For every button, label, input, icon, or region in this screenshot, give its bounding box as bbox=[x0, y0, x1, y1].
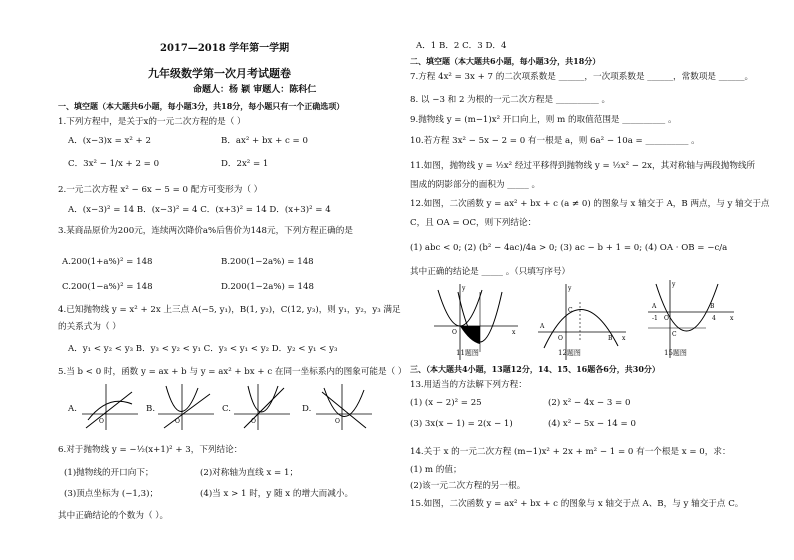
question-10: 10.若方程 3x² − 5x − 2 = 0 有一根是 a，则 6a² − 10a = __________ 。 bbox=[410, 136, 700, 146]
q6-statement-1: (1)抛物线的开口向下； bbox=[64, 468, 154, 478]
q13-part-4: (4) x² − 5x − 14 = 0 bbox=[548, 419, 636, 429]
svg-text:A: A bbox=[652, 303, 657, 310]
figure-15-caption: 15题图 bbox=[664, 349, 687, 357]
q1-option-b: B．ax² + bx + c = 0 bbox=[221, 136, 308, 146]
svg-text:O: O bbox=[251, 418, 256, 425]
figure-12 bbox=[536, 282, 628, 362]
q3-option-a: A.200(1+a%)² = 148 bbox=[62, 257, 153, 267]
svg-text:O: O bbox=[558, 335, 563, 342]
question-14: 14.关于 x 的一元二次方程 (m−1)x² + 2x + m² − 1 = 0 有一个根是 x = 0，求： bbox=[410, 447, 731, 457]
q13-part-1: (1) (x − 2)² = 25 bbox=[410, 398, 482, 408]
question-15: 15.如图，二次函数 y = ax² + bx + c 的图象与 x 轴交于点 A、B，与 y 轴交于点 C。 bbox=[410, 499, 744, 509]
figure-11-caption: 11题图 bbox=[456, 349, 479, 357]
q4-options: A．y₁ < y₂ < y₃ B．y₃ < y₂ < y₁ C．y₃ < y₁ < y₂ D．y₂ < y₁ < y₃ bbox=[68, 344, 338, 354]
svg-text:A: A bbox=[540, 323, 545, 330]
svg-text:x: x bbox=[512, 329, 516, 336]
svg-text:O: O bbox=[452, 329, 457, 336]
q5-graph-c bbox=[234, 384, 290, 430]
svg-text:C: C bbox=[568, 307, 573, 314]
q5-label-c: C. bbox=[222, 404, 232, 414]
question-8: 8. 以 −3 和 2 为根的一元二次方程是 __________ 。 bbox=[410, 95, 611, 105]
q5-label-d: D. bbox=[302, 404, 312, 414]
q6-closing: 其中正确结论的个数为（ ）。 bbox=[58, 511, 169, 521]
question-12-line-1: 12.如图，二次函数 y = ax² + bx + c (a ≠ 0) 的图象与 x 轴交于 A，B 两点，与 y 轴交于点 bbox=[410, 199, 770, 209]
q6-statement-3: (3)顶点坐标为 (−1,3)； bbox=[64, 489, 159, 499]
question-9: 9.抛物线 y = (m−1)x² 开口向上，则 m 的取值范围是 __________ 。 bbox=[410, 115, 677, 125]
question-1: 1.下列方程中，是关于x的一元二次方程的是（ ） bbox=[58, 117, 246, 127]
svg-text:C: C bbox=[672, 331, 677, 338]
svg-text:O: O bbox=[99, 418, 104, 425]
section-1-heading: 一、填空题（本大题共6小题，每小题3分，共18分，每小题只有一个正确选项） bbox=[58, 101, 345, 111]
q5-label-b: B. bbox=[146, 404, 156, 414]
svg-text:O: O bbox=[335, 418, 340, 425]
q2-options: A．(x−3)² = 14 B．(x−3)² = 4 C．(x+3)² = 14 D．(x+3)² = 4 bbox=[68, 205, 331, 215]
question-12-line-3: (1) abc < 0; (2) (b² − 4ac)/4a > 0; (3) ac − b + 1 = 0; (4) OA · OB = −c/a bbox=[410, 243, 728, 253]
q6-statement-4: (4)当 x > 1 时，y 随 x 的增大而减小。 bbox=[200, 489, 354, 499]
authors-line: 命题人：杨 颖 审题人：陈科仁 bbox=[193, 85, 317, 95]
question-2: 2.一元二次方程 x² − 6x − 5 = 0 配方可变形为（ ） bbox=[58, 185, 263, 195]
exam-subtitle: 九年级数学第一次月考试题卷 bbox=[148, 67, 291, 80]
svg-text:B: B bbox=[710, 303, 715, 310]
question-11-line-2: 围成的阴影部分的面积为 _____ 。 bbox=[410, 180, 541, 190]
q14-part-2: (2)该一元二次方程的另一根。 bbox=[410, 481, 526, 491]
q1-option-d: D．2x² = 1 bbox=[221, 159, 269, 169]
q14-part-1: (1) m 的值； bbox=[410, 465, 462, 475]
svg-text:y: y bbox=[672, 281, 676, 288]
question-6: 6.对于抛物线 y = −½(x+1)² + 3，下列结论： bbox=[58, 445, 243, 455]
right-column bbox=[410, 0, 770, 560]
svg-text:x: x bbox=[730, 315, 734, 322]
figure-12-caption: 12题图 bbox=[558, 349, 581, 357]
question-4-line-1: 4.已知抛物线 y = x² + 2x 上三点 A(−5, y₁)，B(1, y₂)，C(12, y₃)，则 y₁，y₂，y₃ 满足 bbox=[58, 305, 401, 315]
q5-label-a: A. bbox=[68, 404, 77, 414]
q5-graph-d bbox=[316, 384, 372, 430]
question-5: 5.当 b < 0 时，函数 y = ax + b 与 y = ax² + bx + c 在同一坐标系内的图象可能是（ ） bbox=[58, 367, 407, 377]
section-3-heading: 三、（本大题共4小题，13题12分，14、15、16题各6分，共30分） bbox=[410, 364, 660, 374]
q3-option-d: D.200(1−2a%) = 148 bbox=[221, 282, 314, 292]
q5-graph-b bbox=[158, 384, 214, 430]
svg-text:x: x bbox=[622, 335, 626, 342]
figure-15 bbox=[646, 278, 736, 360]
svg-text:B: B bbox=[608, 335, 613, 342]
exam-title: 2017—2018 学年第一学期 bbox=[160, 43, 290, 54]
question-12-line-4: 其中正确的结论是 _____ 。（只填写序号） bbox=[410, 267, 571, 277]
q5-graph-a bbox=[82, 384, 138, 430]
q6-options: A．1 B．2 C．3 D．4 bbox=[416, 41, 507, 51]
section-2-heading: 二、填空题（本大题共6小题，每小题3分，共18分） bbox=[410, 56, 601, 66]
question-7: 7.方程 4x² = 3x + 7 的二次项系数是 ______，一次项系数是 ______，常数项是 ______。 bbox=[410, 72, 754, 82]
svg-text:O: O bbox=[664, 315, 669, 322]
question-4-line-2: 的关系式为（ ） bbox=[58, 322, 121, 332]
svg-text:O: O bbox=[175, 418, 180, 425]
question-11-line-1: 11.如图，抛物线 y = ½x² 经过平移得到抛物线 y = ½x² − 2x，其对称轴与两段抛物线所 bbox=[410, 161, 756, 171]
q13-part-2: (2) x² − 4x − 3 = 0 bbox=[548, 398, 631, 408]
svg-text:y: y bbox=[568, 285, 572, 292]
svg-text:y: y bbox=[462, 285, 466, 292]
left-column bbox=[58, 0, 407, 560]
q3-option-b: B.200(1−2a%) = 148 bbox=[221, 257, 314, 267]
q3-option-c: C.200(1−a%)² = 148 bbox=[62, 282, 153, 292]
q6-statement-2: (2)对称轴为直线 x = 1； bbox=[200, 468, 299, 478]
q1-option-c: C．3x² − 1/x + 2 = 0 bbox=[68, 159, 160, 169]
question-12-line-2: C，且 OA = OC，则下列结论： bbox=[410, 218, 537, 228]
svg-text:-1: -1 bbox=[652, 315, 658, 322]
question-3: 3.某商品原价为200元，连续两次降价a%后售价为148元，下列方程正确的是 bbox=[58, 226, 353, 236]
q1-option-a: A．(x−3)x = x² + 2 bbox=[68, 136, 151, 146]
svg-text:4: 4 bbox=[712, 315, 716, 322]
q13-part-3: (3) 3x(x − 1) = 2(x − 1) bbox=[410, 419, 513, 429]
question-13: 13.用适当的方法解下列方程： bbox=[410, 380, 527, 390]
